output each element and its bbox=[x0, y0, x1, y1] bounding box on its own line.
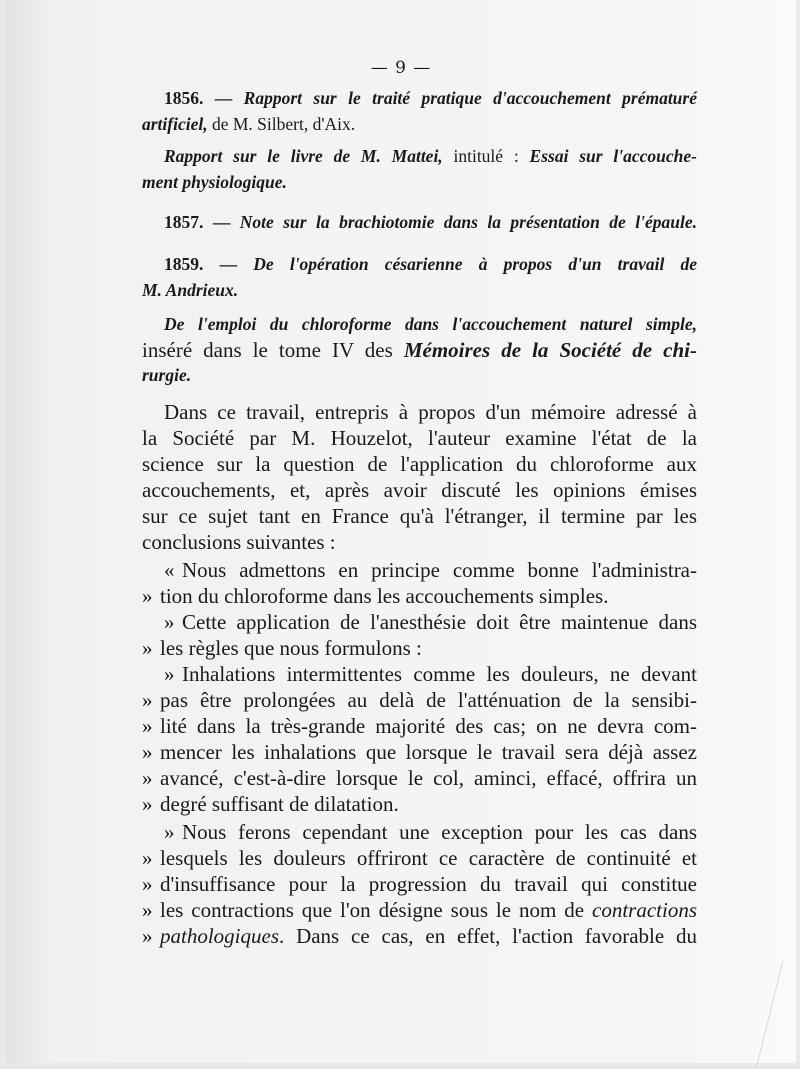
entry-title: De l'emploi du chloroforme dans l'accouchement naturel simple, bbox=[164, 314, 697, 334]
quote-line bbox=[142, 636, 697, 660]
body-line: conclusions suivantes : bbox=[142, 530, 336, 554]
quote-line bbox=[142, 898, 697, 922]
quote-line bbox=[142, 872, 697, 896]
quote-mark: » bbox=[142, 636, 153, 660]
entry-book-title-cont: ment physiologique. bbox=[142, 172, 287, 192]
quote-mark: » bbox=[142, 584, 153, 608]
quote-mark: » bbox=[142, 898, 153, 922]
entry-dash: — bbox=[212, 212, 231, 232]
quote-line bbox=[142, 610, 697, 634]
quote-line bbox=[142, 740, 697, 764]
body-line: Dans ce travail, entrepris à propos d'un mémoire adressé à bbox=[164, 400, 697, 424]
quote-line bbox=[142, 662, 697, 686]
body-line: la Société par M. Houzelot, l'auteur examine l'état de la bbox=[142, 426, 697, 450]
quote-text: lité dans la très-grande majorité des cas; on ne devra com- bbox=[160, 714, 697, 738]
entry-mattei-line2 bbox=[142, 170, 697, 194]
quote-line bbox=[142, 846, 697, 870]
quote-line bbox=[142, 766, 697, 790]
quote-italic-term: contractions bbox=[592, 898, 697, 922]
entry-text: intitulé : bbox=[442, 146, 530, 166]
quote-mark: » bbox=[142, 924, 153, 948]
quote-text: tion du chloroforme dans les accouchements simples. bbox=[160, 584, 609, 608]
quote-text: lesquels les douleurs offriront ce caractère de continuité et bbox=[160, 846, 697, 870]
quote-line bbox=[142, 924, 697, 948]
quote-text: Nous ferons cependant une exception pour les cas dans bbox=[182, 820, 697, 844]
entry-year: 1859. bbox=[164, 254, 204, 274]
quote-text: d'insuffisance pour la progression du travail qui constitue bbox=[160, 872, 697, 896]
entry-title: Rapport sur le traité pratique d'accouchement prématuré bbox=[243, 88, 697, 108]
quote-text: les règles que nous formulons : bbox=[160, 636, 422, 660]
entry-title: De l'opération césarienne à propos d'un travail de bbox=[253, 254, 698, 274]
quote-line bbox=[142, 688, 697, 712]
entry-publication-cont: rurgie. bbox=[142, 365, 192, 385]
quote-line bbox=[142, 584, 697, 608]
quote-text: Cette application de l'anesthésie doit être maintenue dans bbox=[182, 610, 697, 634]
entry-title-cont: M. Andrieux. bbox=[142, 280, 239, 300]
entry-mattei-line1 bbox=[142, 144, 697, 168]
scanned-book-page bbox=[6, 0, 796, 1063]
entry-dash: — bbox=[219, 254, 238, 274]
entry-dash: — bbox=[214, 88, 233, 108]
entry-title-cont: artificiel, bbox=[142, 114, 208, 134]
entry-book-title: Essai sur l'accouche- bbox=[529, 146, 697, 166]
quote-mark: » bbox=[142, 872, 153, 896]
entry-text: inséré dans le tome IV des bbox=[142, 338, 404, 362]
entry-author: de M. Silbert, d'Aix. bbox=[207, 114, 356, 134]
quote-italic-term: pathologiques bbox=[160, 924, 279, 948]
entry-title: Rapport sur le livre de M. Mattei, bbox=[164, 146, 443, 166]
entry-1856-line1 bbox=[142, 86, 697, 110]
entry-year: 1856. bbox=[164, 88, 204, 108]
quote-text: . Dans ce cas, en effet, l'action favorable du bbox=[279, 924, 697, 948]
quote-line bbox=[142, 792, 697, 816]
quote-line bbox=[142, 820, 697, 844]
quote-mark: » bbox=[142, 766, 153, 790]
quote-line bbox=[142, 558, 697, 582]
quote-mark: » bbox=[142, 688, 153, 712]
quote-text: les contractions que l'on désigne sous le nom de bbox=[160, 898, 592, 922]
entry-year: 1857. bbox=[164, 212, 204, 232]
quote-text: avancé, c'est-à-dire lorsque le col, aminci, effacé, offrira un bbox=[160, 766, 697, 790]
quote-mark: » bbox=[142, 714, 153, 738]
quote-mark: » bbox=[164, 662, 175, 686]
quote-line bbox=[142, 714, 697, 738]
entry-title: Note sur la brachiotomie dans la présentation de l'épaule. bbox=[239, 212, 697, 232]
quote-text: mencer les inhalations que lorsque le travail sera déjà assez bbox=[160, 740, 697, 764]
entry-1857 bbox=[142, 210, 697, 234]
quote-mark: » bbox=[142, 792, 153, 816]
entry-1859-line2 bbox=[142, 278, 697, 302]
entry-chloroforme-line1 bbox=[142, 312, 697, 336]
quote-mark: » bbox=[164, 610, 175, 634]
body-line: science sur la question de l'application du chloroforme aux bbox=[142, 452, 697, 476]
quote-mark: » bbox=[142, 740, 153, 764]
quote-text: Inhalations intermittentes comme les douleurs, ne devant bbox=[182, 662, 697, 686]
entry-1859-line1 bbox=[142, 252, 697, 276]
quote-mark: » bbox=[142, 846, 153, 870]
quote-text: degré suffisant de dilatation. bbox=[160, 792, 399, 816]
body-line: accouchements, et, après avoir discuté les opinions émises bbox=[142, 478, 697, 502]
entry-publication: Mémoires de la Société de chi- bbox=[403, 338, 697, 362]
entry-1856-line2 bbox=[142, 112, 697, 136]
entry-chloroforme-line3 bbox=[142, 363, 697, 387]
quote-text: Nous admettons en principe comme bonne l'administra- bbox=[182, 558, 697, 582]
entry-chloroforme-line2 bbox=[142, 338, 697, 362]
quote-mark: » bbox=[164, 820, 175, 844]
quote-text: pas être prolongées au delà de l'atténuation de la sensibi- bbox=[160, 688, 697, 712]
body-line: sur ce sujet tant en France qu'à l'étranger, il termine par les bbox=[142, 504, 697, 528]
page-number: — 9 — bbox=[370, 58, 432, 78]
quote-mark: « bbox=[164, 558, 175, 582]
page-edge-shadow bbox=[756, 962, 784, 1069]
